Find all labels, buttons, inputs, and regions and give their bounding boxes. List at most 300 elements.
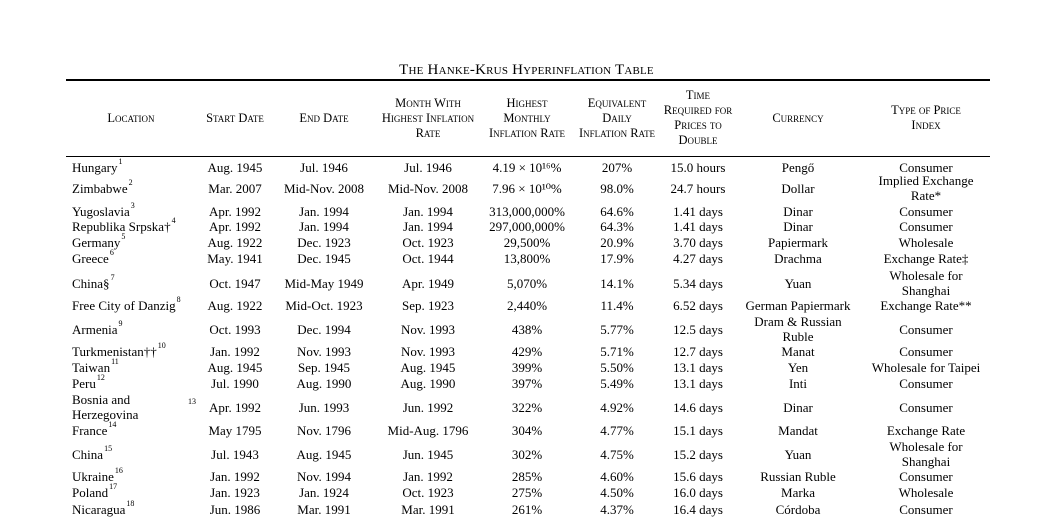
daily-text: 4.37%	[600, 501, 634, 517]
cell-monthly	[486, 159, 568, 175]
cell-monthly	[486, 422, 568, 438]
currency-text: Inti	[788, 375, 808, 391]
location-text: Germany	[72, 234, 121, 250]
cell-month	[380, 174, 476, 202]
double-text: 6.52 days	[673, 297, 723, 313]
cell-daily	[578, 266, 656, 300]
cell-month	[380, 359, 476, 375]
cell-monthly	[486, 297, 568, 313]
cell-month	[380, 422, 476, 438]
footnote-marker: 12	[96, 372, 105, 382]
cell-index	[864, 484, 988, 500]
cell-daily	[578, 313, 656, 345]
end-text: Nov. 1796	[296, 422, 352, 438]
cell-end	[280, 266, 368, 300]
table-header	[0, 80, 1053, 156]
end-text: Mid-Oct. 1923	[285, 297, 363, 313]
cell-currency	[742, 297, 854, 313]
daily-text: 64.3%	[600, 218, 634, 234]
header-month-highest: Month With Highest Inflation Rate	[381, 95, 475, 140]
end-text: Dec. 1994	[297, 321, 351, 337]
end-text: Sep. 1945	[298, 359, 350, 375]
header-highest-monthly: Highest Monthly Inflation Rate	[488, 95, 566, 140]
table-row	[0, 419, 1053, 438]
cell-end	[280, 203, 368, 219]
cell-end	[280, 438, 368, 470]
start-text: Oct. 1947	[209, 275, 261, 291]
daily-text: 4.92%	[600, 399, 634, 415]
currency-text: Mandat	[778, 422, 818, 438]
cell-index	[864, 297, 988, 313]
cell-currency	[742, 391, 854, 423]
header-location: Location	[107, 110, 155, 125]
double-text: 24.7 hours	[670, 180, 726, 196]
currency-text: Dram & Russian Ruble	[754, 314, 842, 344]
cell-month	[380, 500, 476, 518]
cell-daily	[578, 174, 656, 202]
cell-location	[72, 215, 196, 234]
cell-month	[380, 297, 476, 313]
cell-double	[662, 422, 734, 438]
table-row	[0, 481, 1053, 500]
cell-currency	[742, 313, 854, 345]
daily-text: 5.50%	[600, 359, 634, 375]
cell-monthly	[486, 174, 568, 202]
cell-end	[280, 250, 368, 266]
cell-monthly	[486, 391, 568, 423]
daily-text: 14.1%	[600, 275, 634, 291]
cell-currency	[742, 484, 854, 500]
month-text: Nov. 1993	[400, 321, 456, 337]
cell-start	[198, 159, 272, 175]
cell-monthly	[486, 234, 568, 250]
cell-month	[380, 468, 476, 484]
daily-text: 98.0%	[600, 180, 634, 196]
double-text: 3.70 days	[673, 234, 723, 250]
cell-index	[864, 500, 988, 518]
cell-start	[198, 174, 272, 202]
start-text: Mar. 2007	[208, 180, 262, 196]
table-row	[0, 356, 1053, 375]
start-text: May. 1941	[207, 250, 263, 266]
cell-end	[280, 234, 368, 250]
footnote-marker: 16	[114, 465, 123, 475]
double-text: 4.27 days	[673, 250, 723, 266]
month-text: Sep. 1923	[402, 297, 454, 313]
currency-text: Córdoba	[775, 501, 821, 517]
location-text: Peru	[72, 375, 96, 391]
footnote-marker: 8	[176, 294, 181, 304]
cell-double	[662, 468, 734, 484]
cell-daily	[578, 422, 656, 438]
cell-daily	[578, 250, 656, 266]
start-text: Apr. 1992	[209, 218, 261, 234]
cell-currency	[742, 234, 854, 250]
cell-location	[72, 500, 196, 518]
footnote-marker: 15	[104, 443, 113, 453]
end-text: Nov. 1994	[296, 468, 352, 484]
cell-end	[280, 484, 368, 500]
cell-index	[864, 391, 988, 423]
cell-location	[72, 156, 196, 175]
monthly-text: 399%	[511, 359, 543, 375]
table-row	[0, 391, 1053, 423]
location-text: Republika Srpska†	[72, 218, 171, 234]
location-text: China§	[72, 275, 110, 291]
end-text: Jul. 1946	[300, 159, 348, 175]
cell-location	[72, 231, 196, 250]
monthly-text: 297,000,000%	[489, 218, 565, 234]
cell-double	[662, 500, 734, 518]
footnote-marker: 5	[121, 231, 126, 241]
daily-text: 207%	[601, 159, 633, 175]
cell-start	[198, 468, 272, 484]
cell-currency	[742, 266, 854, 300]
cell-end	[280, 375, 368, 391]
currency-text: Dinar	[783, 203, 813, 219]
cell-index	[864, 313, 988, 345]
cell-double	[662, 343, 734, 359]
cell-currency	[742, 359, 854, 375]
cell-start	[198, 438, 272, 470]
month-text: Aug. 1990	[400, 375, 456, 391]
cell-start	[198, 234, 272, 250]
monthly-text: 29,500%	[503, 234, 551, 250]
cell-currency	[742, 218, 854, 234]
end-text: Dec. 1945	[297, 250, 351, 266]
start-text: Oct. 1993	[209, 321, 261, 337]
index-text: Wholesale for Shanghai	[889, 268, 963, 298]
table-row	[0, 266, 1053, 300]
cell-start	[198, 359, 272, 375]
end-text: Jan. 1994	[299, 218, 349, 234]
daily-text: 11.4%	[600, 297, 634, 313]
month-text: Jun. 1992	[402, 399, 454, 415]
end-text: Mid-Nov. 2008	[283, 180, 365, 196]
cell-currency	[742, 500, 854, 518]
cell-start	[198, 500, 272, 518]
header-time-to-double: Time Required for Prices to Double	[663, 88, 733, 147]
location-text: Zimbabwe	[72, 180, 128, 196]
cell-index	[864, 266, 988, 300]
end-text: Dec. 1923	[297, 234, 351, 250]
cell-index	[864, 468, 988, 484]
currency-text: Dinar	[783, 399, 813, 415]
month-text: Apr. 1949	[402, 275, 454, 291]
currency-text: German Papiermark	[745, 297, 851, 313]
monthly-text: 261%	[511, 501, 543, 517]
currency-text: Manat	[781, 343, 815, 359]
cell-daily	[578, 391, 656, 423]
month-text: Oct. 1923	[402, 484, 454, 500]
index-text: Consumer	[899, 203, 953, 219]
cell-location	[72, 200, 196, 219]
location-text: Nicaragua	[72, 501, 126, 517]
cell-double	[662, 159, 734, 175]
cell-daily	[578, 359, 656, 375]
cell-currency	[742, 174, 854, 202]
location-text: Turkmenistan††	[72, 343, 157, 359]
location-text: China	[72, 446, 104, 462]
cell-start	[198, 218, 272, 234]
cell-index	[864, 343, 988, 359]
cell-month	[380, 159, 476, 175]
cell-month	[380, 313, 476, 345]
cell-index	[864, 203, 988, 219]
end-text: Jan. 1924	[299, 484, 349, 500]
cell-monthly	[486, 500, 568, 518]
table-row	[0, 438, 1053, 470]
cell-daily	[578, 203, 656, 219]
end-text: Mid-May 1949	[284, 275, 364, 291]
cell-month	[380, 250, 476, 266]
cell-location	[72, 465, 196, 484]
cell-end	[280, 422, 368, 438]
start-text: May 1795	[208, 422, 262, 438]
double-text: 15.2 days	[673, 446, 723, 462]
end-text: Aug. 1990	[296, 375, 352, 391]
cell-double	[662, 438, 734, 470]
currency-text: Russian Ruble	[760, 468, 836, 484]
currency-text: Yuan	[784, 275, 812, 291]
footnote-marker: 10	[157, 340, 166, 350]
monthly-text: 7.96 × 10¹⁰%	[492, 180, 562, 196]
cell-end	[280, 500, 368, 518]
month-text: Jan. 1994	[403, 203, 453, 219]
start-text: Jul. 1990	[211, 375, 259, 391]
cell-location	[72, 419, 196, 438]
table-row	[0, 200, 1053, 219]
double-text: 15.0 hours	[670, 159, 726, 175]
cell-currency	[742, 159, 854, 175]
header-price-index: Type of Price Index	[891, 103, 961, 132]
cell-double	[662, 375, 734, 391]
index-text: Wholesale	[898, 484, 954, 500]
footnote-marker: 14	[108, 419, 117, 429]
cell-end	[280, 391, 368, 423]
footnote-marker: 11	[111, 356, 119, 366]
table-row	[0, 294, 1053, 313]
cell-location	[72, 372, 196, 391]
cell-index	[864, 218, 988, 234]
location-text: Taiwan	[72, 359, 111, 375]
cell-double	[662, 484, 734, 500]
location-text: Ukraine	[72, 468, 114, 484]
start-text: Apr. 1992	[209, 203, 261, 219]
footnote-marker: 3	[130, 200, 135, 210]
start-text: Aug. 1945	[207, 359, 263, 375]
cell-currency	[742, 468, 854, 484]
cell-month	[380, 203, 476, 219]
start-text: Aug. 1922	[207, 234, 263, 250]
cell-monthly	[486, 250, 568, 266]
monthly-text: 5,070%	[506, 275, 548, 291]
daily-text: 5.71%	[600, 343, 634, 359]
currency-text: Dinar	[783, 218, 813, 234]
location-text: Bosnia and Herzegovina	[72, 392, 139, 422]
double-text: 16.4 days	[673, 501, 723, 517]
header-rule	[66, 156, 990, 157]
index-text: Consumer	[899, 343, 953, 359]
cell-start	[198, 313, 272, 345]
cell-index	[864, 359, 988, 375]
cell-month	[380, 438, 476, 470]
daily-text: 5.77%	[600, 321, 634, 337]
cell-month	[380, 375, 476, 391]
cell-location	[72, 247, 196, 266]
location-text: Armenia	[72, 321, 118, 337]
cell-location	[72, 313, 196, 345]
table-row	[0, 372, 1053, 391]
index-text: Implied Exchange Rate*	[878, 173, 974, 203]
daily-text: 64.6%	[600, 203, 634, 219]
cell-end	[280, 468, 368, 484]
cell-start	[198, 422, 272, 438]
month-text: Oct. 1944	[402, 250, 454, 266]
footnote-marker: 7	[110, 272, 115, 282]
table-row	[0, 340, 1053, 359]
double-text: 14.6 days	[673, 399, 723, 415]
index-text: Consumer	[899, 321, 953, 337]
currency-text: Marka	[781, 484, 815, 500]
currency-text: Pengő	[781, 159, 815, 175]
cell-end	[280, 343, 368, 359]
double-text: 1.41 days	[673, 218, 723, 234]
cell-daily	[578, 297, 656, 313]
cell-currency	[742, 375, 854, 391]
cell-double	[662, 391, 734, 423]
monthly-text: 302%	[511, 446, 543, 462]
location-text: France	[72, 422, 108, 438]
start-text: Jan. 1923	[210, 484, 260, 500]
table-row	[0, 174, 1053, 202]
cell-start	[198, 266, 272, 300]
footnote-marker: 9	[118, 318, 123, 328]
cell-location	[72, 294, 196, 313]
month-text: Mid-Aug. 1796	[387, 422, 469, 438]
monthly-text: 275%	[511, 484, 543, 500]
cell-daily	[578, 500, 656, 518]
cell-double	[662, 234, 734, 250]
cell-monthly	[486, 468, 568, 484]
table-row	[0, 247, 1053, 266]
double-text: 12.7 days	[673, 343, 723, 359]
index-text: Exchange Rate‡	[883, 250, 969, 266]
index-text: Consumer	[899, 375, 953, 391]
header-equivalent-daily: Equivalent Daily Inflation Rate	[578, 95, 656, 140]
start-text: Aug. 1922	[207, 297, 263, 313]
cell-end	[280, 218, 368, 234]
currency-text: Yuan	[784, 446, 812, 462]
index-text: Consumer	[899, 218, 953, 234]
double-text: 1.41 days	[673, 203, 723, 219]
footnote-marker: 18	[126, 498, 135, 508]
index-text: Consumer	[899, 159, 953, 175]
cell-daily	[578, 438, 656, 470]
month-text: Mid-Nov. 2008	[387, 180, 469, 196]
location-text: Hungary	[72, 159, 118, 175]
month-text: Jan. 1994	[403, 218, 453, 234]
currency-text: Yen	[787, 359, 809, 375]
index-text: Consumer	[899, 468, 953, 484]
cell-daily	[578, 343, 656, 359]
cell-end	[280, 174, 368, 202]
start-text: Jan. 1992	[210, 343, 260, 359]
table-row	[0, 500, 1053, 518]
start-text: Jul. 1943	[211, 446, 259, 462]
month-text: Aug. 1945	[400, 359, 456, 375]
cell-monthly	[486, 203, 568, 219]
cell-end	[280, 159, 368, 175]
cell-start	[198, 250, 272, 266]
cell-daily	[578, 468, 656, 484]
cell-end	[280, 313, 368, 345]
cell-double	[662, 359, 734, 375]
index-text: Consumer	[899, 501, 953, 517]
currency-text: Dollar	[781, 180, 815, 196]
cell-end	[280, 359, 368, 375]
footnote-marker: 2	[128, 177, 133, 187]
footnote-marker: 13	[188, 396, 196, 406]
footnote-marker: 6	[109, 247, 114, 257]
footnote-marker: 17	[109, 481, 118, 491]
double-text: 13.1 days	[673, 375, 723, 391]
cell-daily	[578, 159, 656, 175]
cell-month	[380, 234, 476, 250]
daily-text: 5.49%	[600, 375, 634, 391]
cell-location	[72, 438, 196, 470]
cell-monthly	[486, 266, 568, 300]
month-text: Jan. 1992	[403, 468, 453, 484]
cell-index	[864, 422, 988, 438]
cell-double	[662, 203, 734, 219]
double-text: 16.0 days	[673, 484, 723, 500]
cell-double	[662, 266, 734, 300]
cell-currency	[742, 438, 854, 470]
daily-text: 4.77%	[600, 422, 634, 438]
cell-month	[380, 484, 476, 500]
cell-index	[864, 438, 988, 470]
start-text: Aug. 1945	[207, 159, 263, 175]
cell-daily	[578, 375, 656, 391]
cell-currency	[742, 250, 854, 266]
location-text: Free City of Danzig	[72, 297, 176, 313]
end-text: Jun. 1993	[298, 399, 350, 415]
cell-double	[662, 174, 734, 202]
cell-location	[72, 340, 196, 359]
start-text: Jun. 1986	[209, 501, 261, 517]
cell-monthly	[486, 375, 568, 391]
monthly-text: 304%	[511, 422, 543, 438]
header-currency: Currency	[772, 110, 824, 125]
index-text: Wholesale for Taipei	[871, 359, 981, 375]
month-text: Nov. 1993	[400, 343, 456, 359]
cell-index	[864, 234, 988, 250]
header-start-date: Start Date	[206, 110, 264, 125]
cell-monthly	[486, 438, 568, 470]
month-text: Oct. 1923	[402, 234, 454, 250]
index-text: Wholesale for Shanghai	[889, 439, 963, 469]
cell-location	[72, 391, 196, 423]
cell-daily	[578, 234, 656, 250]
cell-currency	[742, 343, 854, 359]
cell-month	[380, 343, 476, 359]
monthly-text: 4.19 × 10¹⁶%	[492, 159, 562, 175]
cell-location	[72, 356, 196, 375]
location-text: Poland	[72, 484, 109, 500]
cell-monthly	[486, 218, 568, 234]
daily-text: 17.9%	[600, 250, 634, 266]
